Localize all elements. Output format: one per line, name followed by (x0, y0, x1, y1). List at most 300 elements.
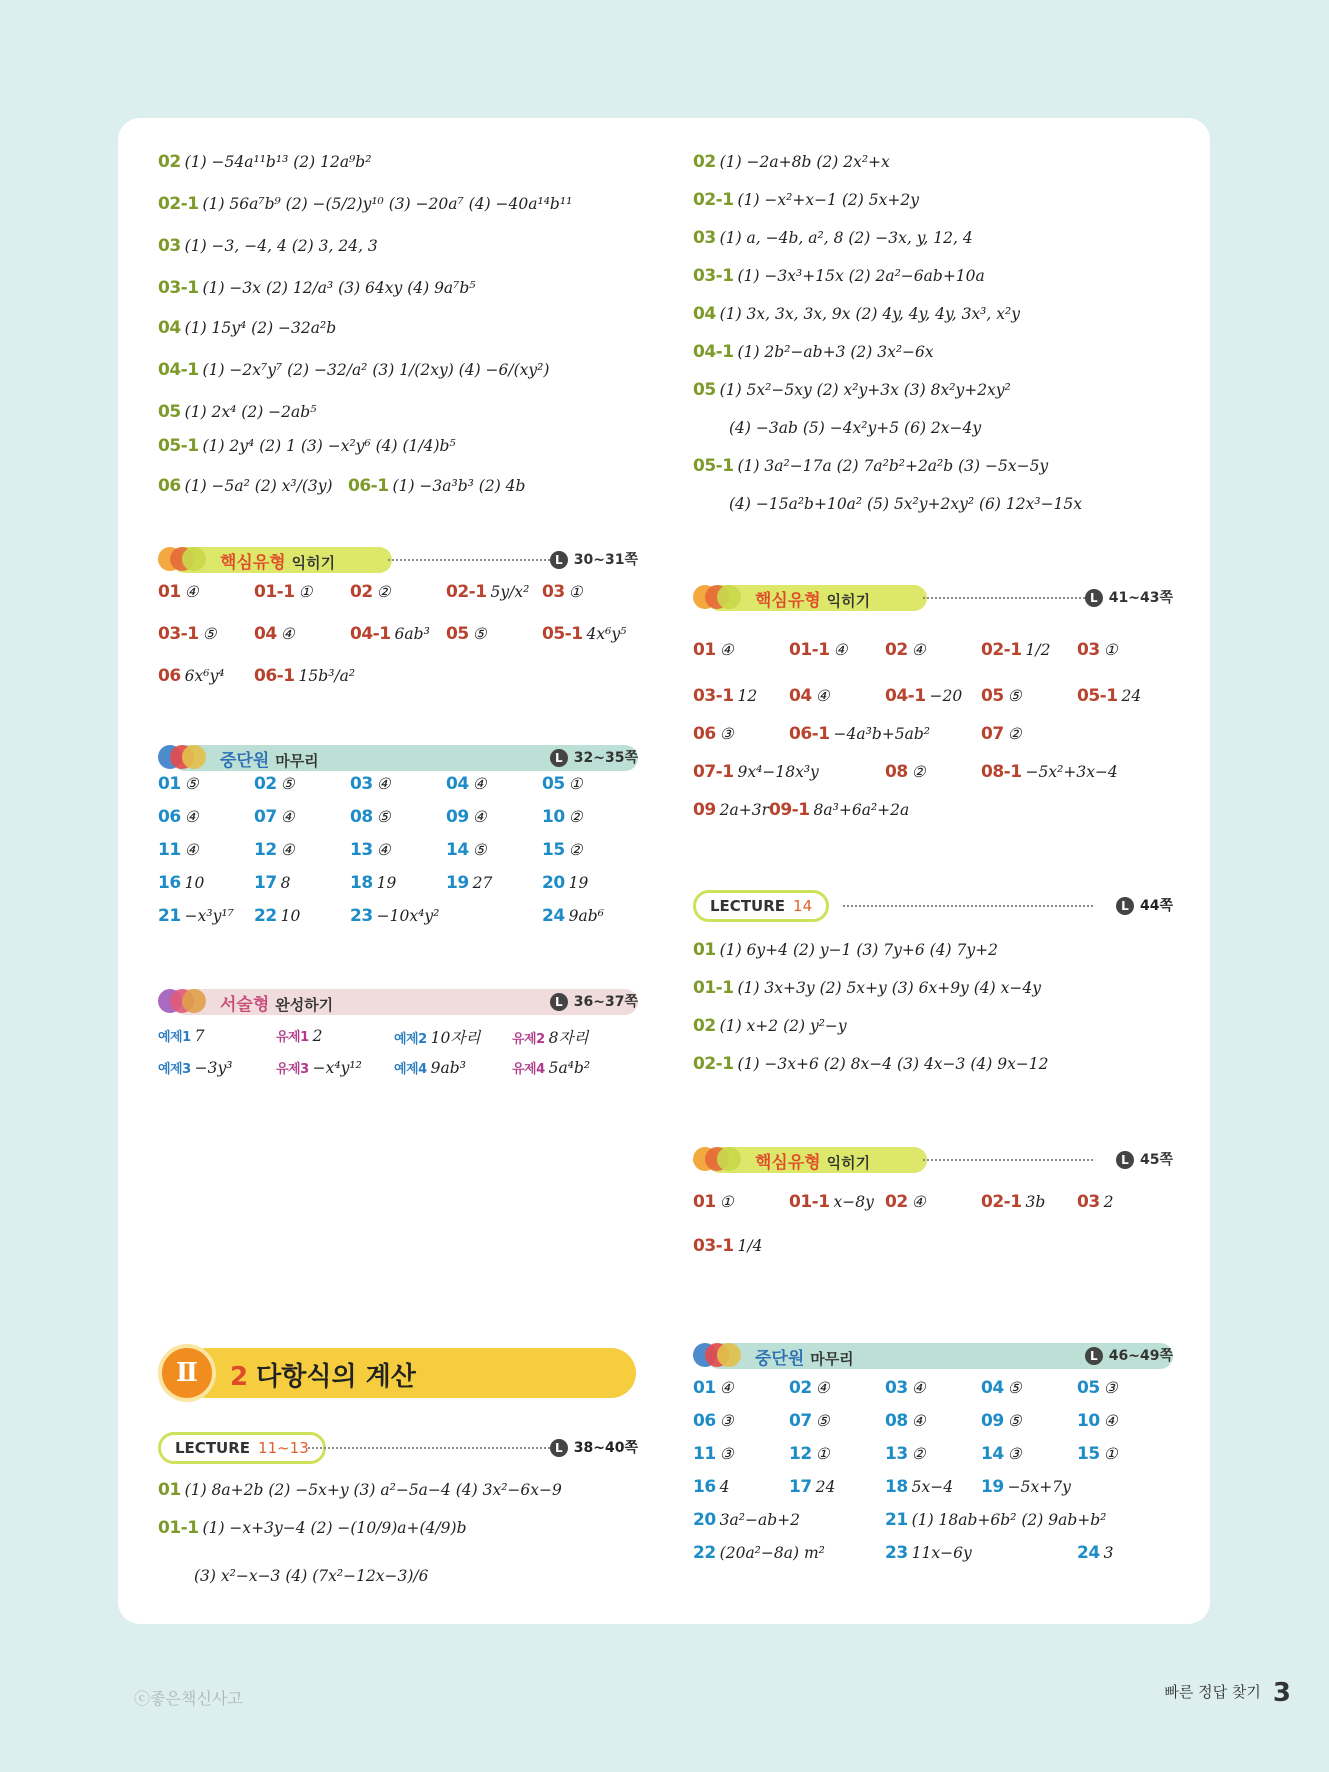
problem-number: 05-1 (158, 436, 199, 456)
section-title-main: 중단원 (220, 751, 270, 771)
section-title-sub: 완성하기 (275, 996, 334, 1014)
answer-item (158, 624, 216, 644)
problem-number: 05-1 (693, 456, 734, 476)
problem-number: 04 (981, 1378, 1004, 1398)
page-range: 32~35쪽 (573, 750, 638, 766)
answer-value: ④ (911, 1412, 926, 1430)
problem-number: 05 (693, 380, 716, 400)
problem-number: 24 (542, 906, 565, 926)
section-header (158, 742, 638, 772)
answer-value: ④ (1103, 1412, 1118, 1430)
answer-item (350, 807, 391, 827)
answer-value: ⑤ (1007, 1379, 1022, 1397)
answer-line (693, 152, 890, 172)
answer-line (729, 418, 981, 438)
answer-value: ⑤ (184, 775, 199, 793)
section-page (550, 991, 638, 1011)
lecture-l-icon: L (550, 1439, 568, 1457)
answer-item (158, 582, 199, 602)
answer-item (254, 666, 355, 686)
answer-value: ④ (280, 841, 295, 859)
problem-number: 01-1 (254, 582, 295, 602)
problem-number: 07 (254, 807, 277, 827)
answer-value: −4a³b+5ab² (833, 725, 930, 743)
answer-item (789, 1192, 874, 1212)
page-range: 44쪽 (1139, 898, 1173, 914)
dotted-leader (308, 1447, 558, 1449)
answer-item (981, 686, 1022, 706)
section-page (550, 549, 638, 569)
answer-value: ③ (719, 1445, 734, 1463)
answer-item (1077, 1378, 1118, 1398)
answer-value: ④ (376, 841, 391, 859)
answer-item (693, 724, 734, 744)
answer-item (446, 807, 487, 827)
answer-value: ⑤ (472, 625, 487, 643)
dotted-leader (843, 905, 1093, 907)
problem-number: 01-1 (789, 640, 830, 660)
answer-item (885, 1543, 972, 1563)
answer-value: −x⁴y¹² (312, 1059, 362, 1077)
section-title-sub: 마무리 (810, 1350, 854, 1368)
answer-item (542, 840, 583, 860)
answer-value: 3b (1025, 1193, 1046, 1211)
answer-item (158, 873, 204, 893)
problem-number: 03-1 (693, 1236, 734, 1256)
problem-number: 13 (350, 840, 373, 860)
problem-number: 05 (158, 402, 181, 422)
answer-value: −5x+7y (1007, 1478, 1071, 1496)
answer-value: ① (568, 583, 583, 601)
answer-value: ④ (815, 1379, 830, 1397)
problem-number: 22 (693, 1543, 716, 1563)
answer-value: 2a+3r (719, 801, 770, 819)
answer-value: x−8y (833, 1193, 874, 1211)
answer-item (350, 774, 391, 794)
answer-item (885, 686, 962, 706)
answer-item (1077, 1411, 1118, 1431)
answer-value: ③ (1103, 1379, 1118, 1397)
section-emblem-icon (693, 1340, 741, 1370)
page-range: 36~37쪽 (573, 994, 638, 1010)
problem-number: 03-1 (693, 266, 734, 286)
answer-text: (1) 3x, 3x, 3x, 9x (2) 4y, 4y, 4y, 3x³, x²y (719, 305, 1020, 323)
answer-item (693, 686, 757, 706)
answer-text: (1) −2x⁷y⁷ (2) −32/a² (3) 1/(2xy) (4) −6/(xy²) (202, 361, 550, 379)
problem-number: 03-1 (158, 278, 199, 298)
answer-value: −20 (929, 687, 963, 705)
answer-value: 8 (280, 874, 291, 892)
problem-number: 05 (446, 624, 469, 644)
answer-value: 1/4 (737, 1237, 763, 1255)
answer-value: ③ (719, 725, 734, 743)
problem-number: 02-1 (693, 1054, 734, 1074)
answer-value: −10x⁴y² (376, 907, 440, 925)
answer-item (446, 774, 487, 794)
problem-number: 02 (885, 640, 908, 660)
answer-item (158, 840, 199, 860)
answer-line (693, 1016, 847, 1036)
answer-value: ③ (719, 1412, 734, 1430)
problem-number: 03-1 (158, 624, 199, 644)
answer-line (158, 476, 333, 496)
problem-number: 08 (350, 807, 373, 827)
answer-item (350, 873, 396, 893)
answer-item (276, 1058, 362, 1077)
answer-text: (1) −2a+8b (2) 2x²+x (719, 153, 890, 171)
lecture-header (693, 890, 1173, 920)
answer-text: (1) x+2 (2) y²−y (719, 1017, 847, 1035)
answer-item (885, 1477, 953, 1497)
answer-item (158, 1026, 205, 1045)
answer-text: (1) −3a³b³ (2) 4b (392, 477, 526, 495)
answer-line (729, 494, 1082, 514)
problem-number: 04-1 (885, 686, 926, 706)
answer-text: (1) −54a¹¹b¹³ (2) 12a⁹b² (184, 153, 372, 171)
problem-number: 14 (446, 840, 469, 860)
lecture-l-icon: L (1116, 1151, 1134, 1169)
answer-value: 10 (280, 907, 301, 925)
problem-number: 18 (350, 873, 373, 893)
answer-item (693, 800, 769, 820)
answer-item (276, 1026, 323, 1045)
answer-value: 7 (194, 1027, 205, 1045)
lecture-label: LECTURE (710, 897, 786, 915)
lecture-l-icon: L (1085, 1347, 1103, 1365)
section-title (220, 990, 333, 1015)
problem-number: 02 (693, 1016, 716, 1036)
answer-value: ④ (280, 625, 295, 643)
problem-number: 06 (158, 666, 181, 686)
problem-number: 04-1 (158, 360, 199, 380)
answer-item (158, 666, 224, 686)
answer-item (254, 906, 300, 926)
answer-item (981, 1378, 1022, 1398)
problem-number: 04-1 (693, 342, 734, 362)
problem-number: 05 (542, 774, 565, 794)
problem-number: 20 (542, 873, 565, 893)
dotted-leader (923, 597, 1093, 599)
chapter-roman-badge: Ⅱ (158, 1344, 216, 1402)
problem-number: 02 (350, 582, 373, 602)
problem-number: 예제1 (158, 1030, 191, 1045)
answer-value: 9ab⁶ (568, 907, 604, 925)
answer-item (1077, 640, 1118, 660)
problem-number: 04 (158, 318, 181, 338)
problem-number: 23 (885, 1543, 908, 1563)
answer-value: ④ (184, 808, 199, 826)
problem-number: 01 (158, 582, 181, 602)
problem-number: 유제2 (512, 1032, 545, 1047)
lecture-l-icon: L (550, 551, 568, 569)
problem-number: 10 (542, 807, 565, 827)
answer-line (693, 304, 1020, 324)
problem-number: 10 (1077, 1411, 1100, 1431)
page-range: 41~43쪽 (1108, 590, 1173, 606)
problem-number: 11 (158, 840, 181, 860)
answer-item (512, 1026, 588, 1048)
answer-value: ④ (280, 808, 295, 826)
section-header (693, 1144, 1173, 1174)
answer-item (789, 1477, 835, 1497)
answer-value: ⑤ (472, 841, 487, 859)
answer-text: (1) −3x (2) 12/a³ (3) 64xy (4) 9a⁷b⁵ (202, 279, 476, 297)
answer-value: 10자리 (430, 1029, 481, 1047)
problem-number: 24 (1077, 1543, 1100, 1563)
problem-number: 14 (981, 1444, 1004, 1464)
problem-number: 01 (158, 774, 181, 794)
answer-item (542, 807, 583, 827)
problem-number: 04 (789, 686, 812, 706)
page-number: 3 (1272, 1678, 1291, 1708)
answer-value: 24 (1121, 687, 1142, 705)
answer-text: (1) −x²+x−1 (2) 5x+2y (737, 191, 919, 209)
answer-item (542, 624, 626, 644)
answer-value: ⑤ (280, 775, 295, 793)
answer-item (981, 724, 1022, 744)
section-title (220, 746, 319, 771)
answer-value: ① (298, 583, 313, 601)
problem-number: 13 (885, 1444, 908, 1464)
answer-value: ④ (815, 687, 830, 705)
answer-value: 19 (376, 874, 397, 892)
answer-item (512, 1058, 590, 1077)
section-page (550, 747, 638, 767)
answer-value: ④ (472, 808, 487, 826)
section-header (158, 544, 638, 574)
answer-text: (1) 5x²−5xy (2) x²y+3x (3) 8x²y+2xy² (719, 381, 1011, 399)
answer-item (693, 1192, 734, 1212)
answer-value: 8a³+6a²+2a (813, 801, 910, 819)
section-title-sub: 익히기 (826, 592, 871, 610)
answer-item (1077, 1543, 1114, 1563)
problem-number: 01 (693, 940, 716, 960)
problem-number: 05 (981, 686, 1004, 706)
answer-value: ② (911, 763, 926, 781)
problem-number: 09 (446, 807, 469, 827)
lecture-label: LECTURE (175, 1439, 251, 1457)
answer-item (789, 1378, 830, 1398)
problem-number: 예제3 (158, 1062, 191, 1077)
answer-item (350, 582, 391, 602)
answer-item (542, 774, 583, 794)
answer-line (158, 436, 456, 456)
lecture-l-icon: L (550, 749, 568, 767)
answer-value: ③ (1007, 1445, 1022, 1463)
answer-item (693, 1444, 734, 1464)
problem-number: 09 (981, 1411, 1004, 1431)
answer-value: ④ (719, 1379, 734, 1397)
answer-value: 3 (1103, 1544, 1114, 1562)
problem-number: 05-1 (542, 624, 583, 644)
problem-number: 04 (254, 624, 277, 644)
problem-number: 12 (789, 1444, 812, 1464)
answer-item (981, 762, 1118, 782)
answer-text: (1) a, −4b, a², 8 (2) −3x, y, 12, 4 (719, 229, 973, 247)
problem-number: 11 (693, 1444, 716, 1464)
answer-value: ① (719, 1193, 734, 1211)
answer-value: 4 (719, 1478, 730, 1496)
problem-number: 06 (158, 476, 181, 496)
answer-item (789, 640, 847, 660)
answer-item (885, 640, 926, 660)
answer-value: 8자리 (548, 1029, 589, 1047)
answer-item (885, 1378, 926, 1398)
answer-item (158, 774, 199, 794)
answer-value: −5x²+3x−4 (1025, 763, 1118, 781)
answer-item (254, 624, 295, 644)
section-page (1116, 895, 1173, 915)
answer-item (693, 640, 734, 660)
answer-value: ⑤ (202, 625, 217, 643)
chapter-name: 다항식의 계산 (256, 1362, 416, 1392)
answer-item (885, 1444, 926, 1464)
problem-number: 06-1 (254, 666, 295, 686)
answer-line (158, 1480, 562, 1500)
section-emblem-icon (693, 1144, 741, 1174)
answer-item (1077, 686, 1141, 706)
answer-value: ④ (376, 775, 391, 793)
problem-number: 04 (693, 304, 716, 324)
answer-value: 3a²−ab+2 (719, 1511, 800, 1529)
problem-number: 유제1 (276, 1030, 309, 1045)
answer-item (789, 1444, 830, 1464)
answer-item (789, 686, 830, 706)
answer-item (350, 840, 391, 860)
answer-item (981, 1477, 1071, 1497)
answer-card (118, 118, 1210, 1624)
answer-value: ① (1103, 641, 1118, 659)
section-page (1085, 1345, 1173, 1365)
answer-value: 19 (568, 874, 589, 892)
section-name: 빠른 정답 찾기 (1164, 1683, 1261, 1701)
answer-line (693, 266, 985, 286)
answer-value: ④ (833, 641, 848, 659)
problem-number: 01-1 (693, 978, 734, 998)
answer-item (789, 724, 930, 744)
answer-line (158, 318, 336, 338)
answer-text: (1) −3x+6 (2) 8x−4 (3) 4x−3 (4) 9x−12 (737, 1055, 1049, 1073)
answer-text: (4) −15a²b+10a² (5) 5x²y+2xy² (6) 12x³−15x (729, 495, 1083, 513)
problem-number: 06-1 (789, 724, 830, 744)
answer-value: 2 (312, 1027, 323, 1045)
problem-number: 16 (693, 1477, 716, 1497)
answer-value: 6ab³ (394, 625, 430, 643)
answer-line (693, 978, 1041, 998)
chapter-banner (158, 1344, 636, 1398)
answer-line (158, 360, 549, 380)
chapter-number: 2 (230, 1362, 249, 1392)
answer-item (981, 1411, 1022, 1431)
answer-line (693, 456, 1048, 476)
answer-value: 6x⁶y⁴ (184, 667, 225, 685)
answer-item (254, 774, 295, 794)
section-emblem-icon (158, 742, 206, 772)
answer-value: ② (568, 841, 583, 859)
answer-item (693, 1510, 800, 1530)
section-emblem-icon (158, 544, 206, 574)
problem-number: 15 (542, 840, 565, 860)
answer-item (885, 1411, 926, 1431)
problem-number: 예제4 (394, 1062, 427, 1077)
answer-item (254, 873, 291, 893)
answer-item (769, 800, 909, 820)
answer-text: (1) 56a⁷b⁹ (2) −(5/2)y¹⁰ (3) −20a⁷ (4) −40a¹⁴b¹¹ (202, 195, 573, 213)
answer-value: ④ (472, 775, 487, 793)
answer-item (981, 1444, 1022, 1464)
answer-value: ④ (184, 841, 199, 859)
section-page (1116, 1149, 1173, 1169)
answer-item (885, 1192, 926, 1212)
answer-item (542, 873, 588, 893)
problem-number: 03 (1077, 640, 1100, 660)
problem-number: 03 (693, 228, 716, 248)
answer-item (789, 1411, 830, 1431)
answer-item (981, 640, 1051, 660)
answer-value: 4x⁶y⁵ (586, 625, 627, 643)
problem-number: 03 (350, 774, 373, 794)
answer-value: ④ (911, 1193, 926, 1211)
answer-value: 5x−4 (911, 1478, 954, 1496)
answer-line (693, 380, 1011, 400)
answer-item (693, 762, 819, 782)
problem-number: 01 (158, 1480, 181, 1500)
problem-number: 09-1 (769, 800, 810, 820)
answer-line (194, 1566, 429, 1586)
page-range: 46~49쪽 (1108, 1348, 1173, 1364)
answer-item (693, 1543, 825, 1563)
problem-number: 17 (789, 1477, 812, 1497)
problem-number: 21 (885, 1510, 908, 1530)
answer-value: (20a²−8a) m² (719, 1544, 825, 1562)
section-title-sub: 마무리 (275, 752, 319, 770)
answer-value: ⑤ (1007, 1412, 1022, 1430)
answer-line (158, 278, 476, 298)
answer-text: (1) 2b²−ab+3 (2) 3x²−6x (737, 343, 934, 361)
answer-item (693, 1411, 734, 1431)
problem-number: 06 (693, 1411, 716, 1431)
answer-value: 5a⁴b² (548, 1059, 591, 1077)
section-header (693, 582, 1173, 612)
section-title-main: 핵심유형 (755, 1153, 821, 1173)
answer-line (158, 1518, 467, 1538)
problem-number: 02 (885, 1192, 908, 1212)
section-title (755, 1148, 870, 1173)
lecture-badge (693, 890, 829, 922)
problem-number: 09 (693, 800, 716, 820)
answer-value: 1/2 (1025, 641, 1051, 659)
answer-line (158, 236, 378, 256)
problem-number: 02 (158, 152, 181, 172)
answer-value: ② (1007, 725, 1022, 743)
answer-text: (1) −x+3y−4 (2) −(10/9)a+(4/9)b (202, 1519, 467, 1537)
answer-value: ④ (184, 583, 199, 601)
answer-item (1077, 1444, 1118, 1464)
dotted-leader (923, 1159, 1093, 1161)
answer-text: (1) 15y⁴ (2) −32a²b (184, 319, 337, 337)
answer-value: (1) 18ab+6b² (2) 9ab+b² (911, 1511, 1107, 1529)
page-footer (1164, 1678, 1291, 1708)
problem-number: 03 (1077, 1192, 1100, 1212)
answer-value: ④ (911, 641, 926, 659)
problem-number: 06 (693, 724, 716, 744)
section-title-sub: 익히기 (826, 1154, 871, 1172)
problem-number: 08 (885, 1411, 908, 1431)
answer-value: 27 (472, 874, 493, 892)
answer-value: ① (815, 1445, 830, 1463)
problem-number: 07-1 (693, 762, 734, 782)
problem-number: 05 (1077, 1378, 1100, 1398)
